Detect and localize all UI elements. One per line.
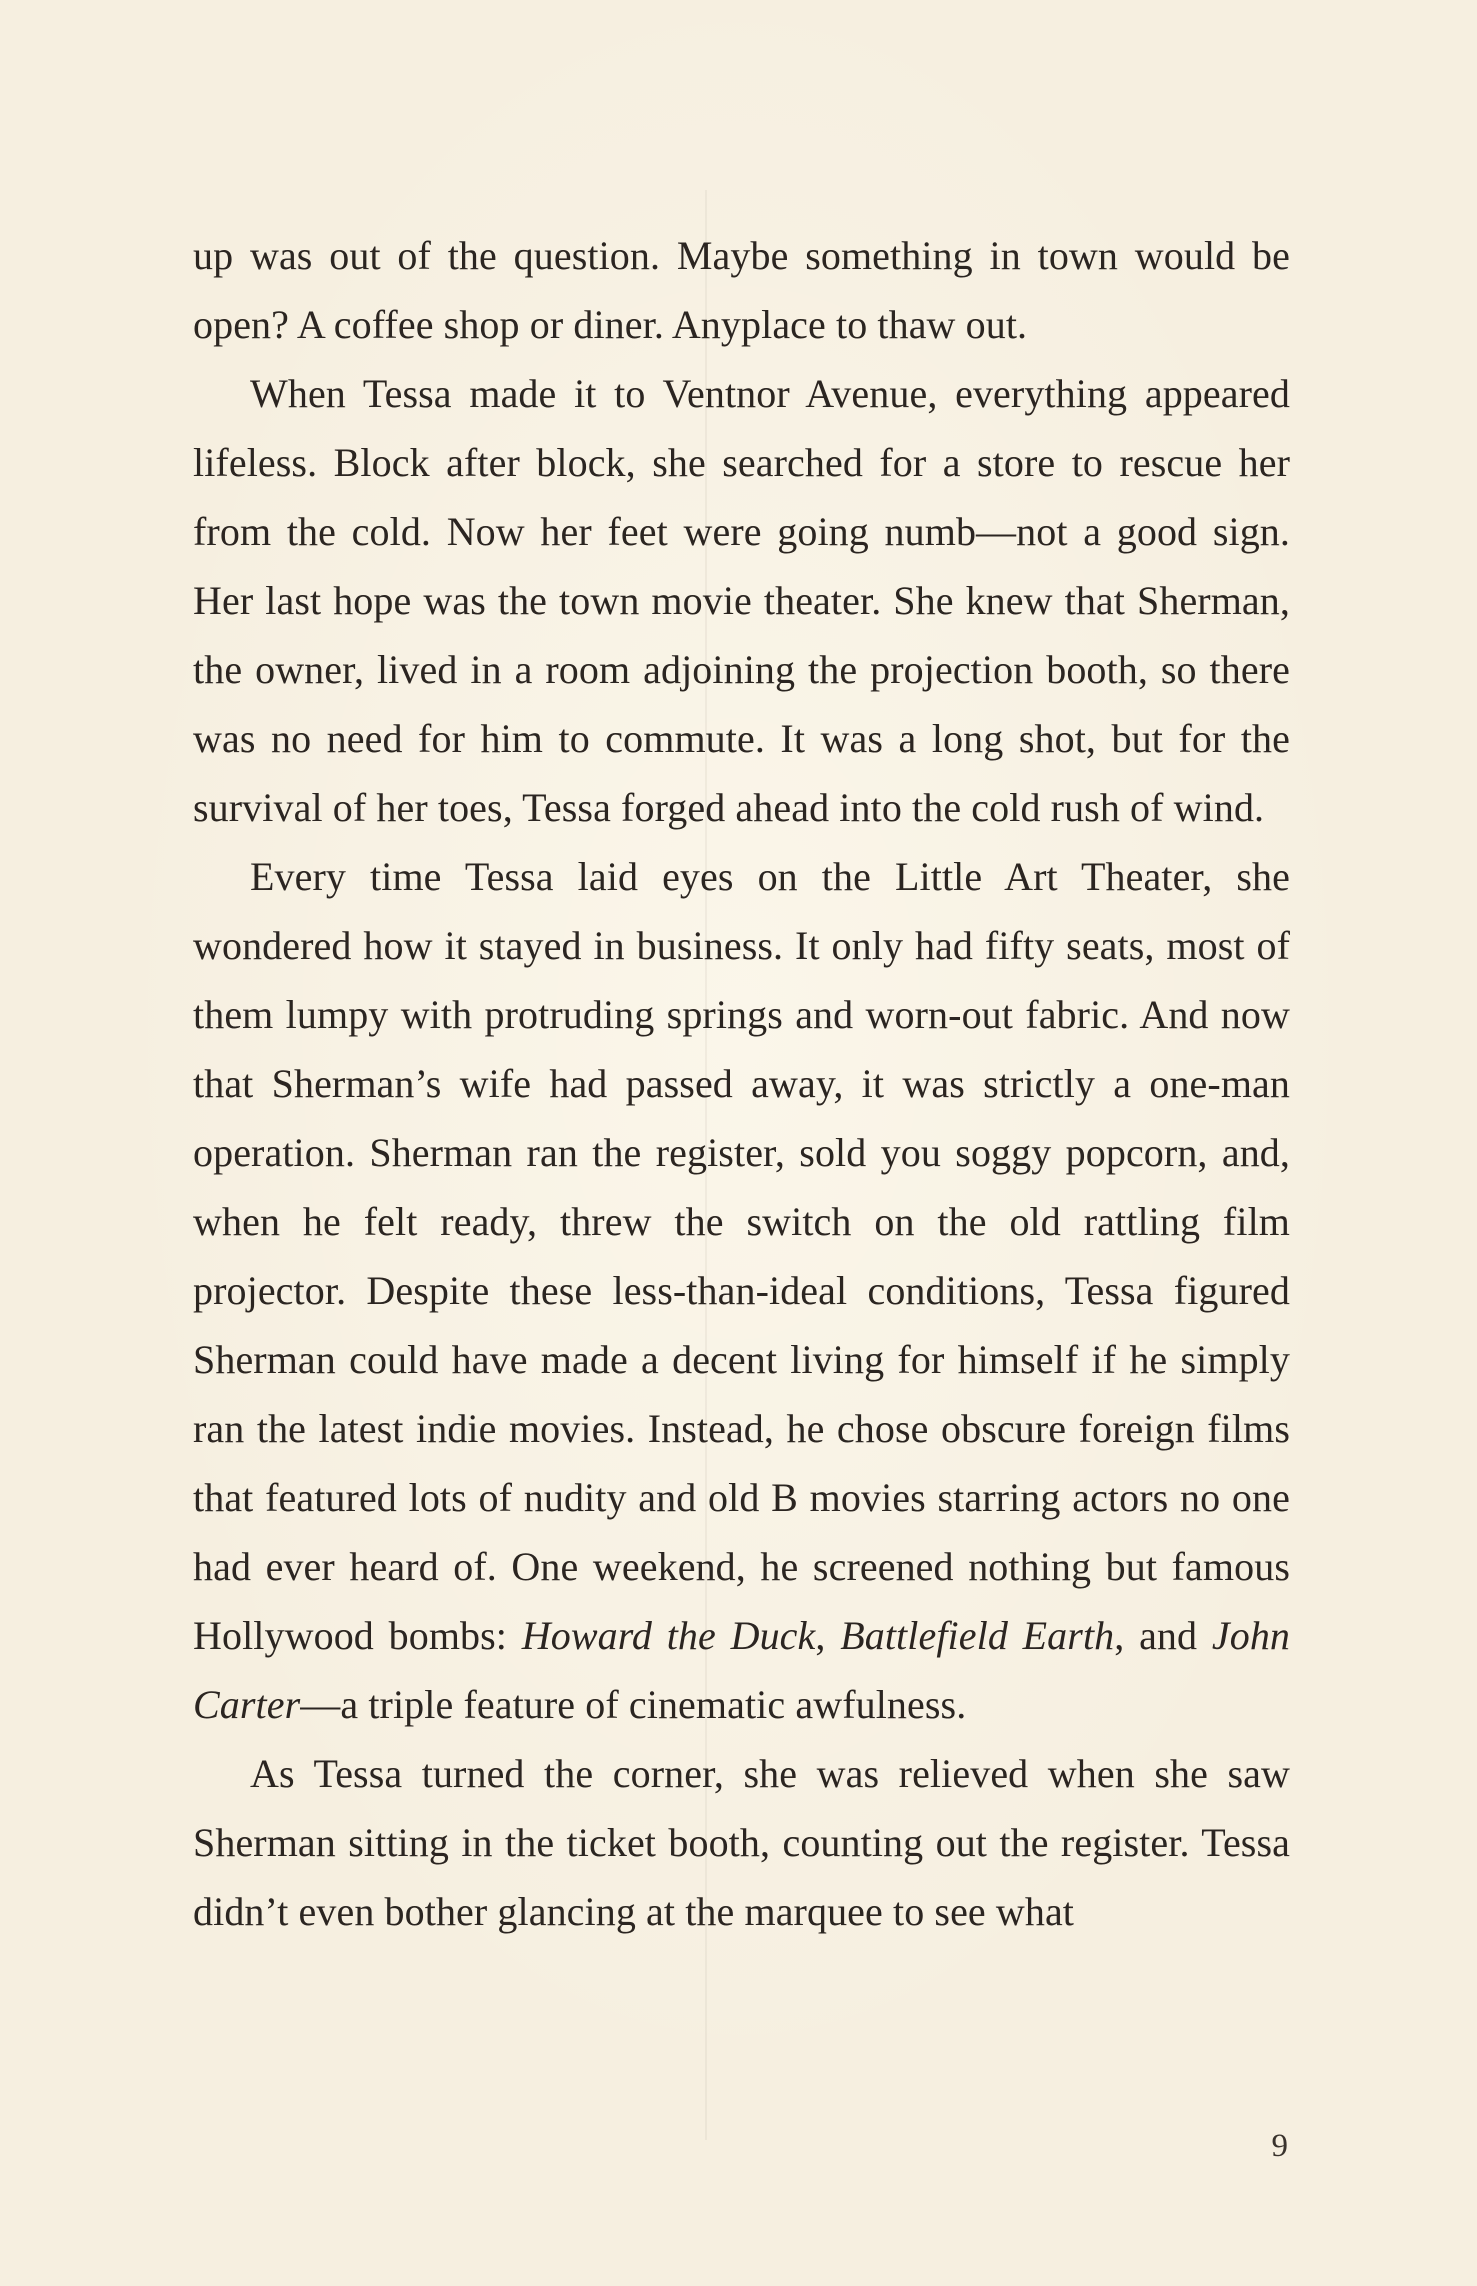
page-number: 9 (1271, 2128, 1288, 2164)
paragraph-2-text: When Tessa made it to Ventnor Avenue, everything appeared lifeless. Block after block, she searched for a store to rescue her from the cold. Now her feet were going numb—not a good sign. Her last hope was the town movie theater. She knew that Sherman, the owner, lived in a room adjoining the projection booth, so there was no need for him to commute. It was a long shot, but for the survival of her toes, Tessa forged ahead into the cold rush of wind. (193, 371, 1290, 830)
paragraph-1-text: up was out of the question. Maybe something in town would be open? A coffee shop or diner. Anyplace to thaw out. (193, 233, 1290, 347)
paragraph-4-text: As Tessa turned the corner, she was relieved when she saw Sherman sitting in the ticket booth, counting out the register. Tessa didn’t even bother glancing at the marquee to see what (193, 1751, 1290, 1934)
paragraph-2 (193, 359, 1290, 842)
film-title-john-carter: John Carter (193, 1613, 1291, 1727)
paragraph-3-text: Every time Tessa laid eyes on the Little Art Theater, she wondered how it stayed in business. It only had fifty seats, most of them lumpy with protruding springs and worn-out fabric. And now that Sherman’s wife had passed away, it was strictly a one-man operation. Sherman ran the register, sold you soggy popcorn, and, when he felt ready, threw the switch on the old rattling film projector. Despite these less-than-ideal conditions, Tessa figured Sherman could have made a decent living for himself if he simply ran the latest indie movies. Instead, he chose obscure foreign films that featured lots of nudity and old B movies starring actors no one had ever heard of. One weekend, he screened nothing but famous Hollywood bombs: (193, 854, 1290, 1658)
film-title-battlefield-earth: Battlefield Earth (840, 1613, 1115, 1658)
paragraph-3-separator-1: , (815, 1613, 841, 1658)
paragraph-4 (193, 1739, 1290, 1946)
paragraph-3-separator-2: , and (1114, 1613, 1212, 1658)
film-title-howard-the-duck: Howard the Duck (521, 1613, 816, 1658)
paragraph-1 (193, 221, 1290, 359)
paragraph-3-ending: —a triple feature of cinematic awfulness. (300, 1682, 967, 1727)
body-text (193, 221, 1290, 1946)
paragraph-3 (193, 842, 1290, 1739)
